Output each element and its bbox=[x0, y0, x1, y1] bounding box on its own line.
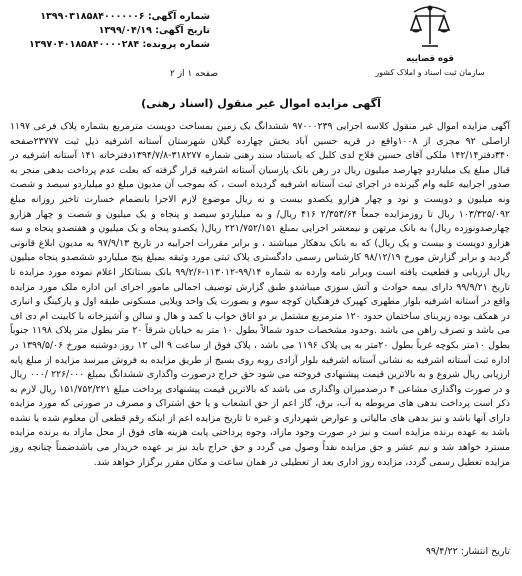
notice-title: آگهی مزایده اموال غیر منقول (اسناد رهنی) bbox=[141, 97, 381, 110]
scales-of-justice-icon bbox=[408, 4, 452, 52]
notice-meta bbox=[10, 10, 210, 52]
notice-date: تاریخ آگهی: ۱۳۹۹/۰۴/۱۹ bbox=[98, 25, 210, 36]
page-number: صفحه ۱ از ۲ bbox=[170, 69, 218, 79]
org-name-judiciary: قوه قضاییه bbox=[406, 54, 454, 64]
publish-date: تاریخ انتشار: ۹۹/۴/۲۲ bbox=[425, 546, 510, 557]
notice-body bbox=[10, 120, 510, 470]
notice-body-text: آگهی مزایده اموال غیر منقول کلاسه اجرایی ۹۷۰۰۰۲۳۹ ششدانگ یک زمین بمساحت دویست مترمربع بشماره پلاک فرعی ۱۱۹۷ ازاصلی ۹۲ مجزی از ۱۰۰۸واقع در قریه حسین آباد بخش چهارده گیلان شهرستان آستانه اشرفیه ذیل ثبت ۲۳۷۷۷صفحه ۳۴۰دفتر۱۴۲/۱۴ ملکی آقای حسین فلاح لدی کلبل که باستناد سند رهنی شماره ۳۱۸۲۷۷-۱۳۹۴/۷/۸دفترخانه ۱۴۱ آستانه اشرفیه در قبال مبلغ یک میلیاردو چهارصد میلیون ریال در رهن بانک پارسیان آستانه اشرفیه قرار گرفته که بعلت عدم پرداخت بدهی منجر به صدور اجراییه علیه وام گیرنده در اجرای ثبت آستانه اشرفیه گردیده است ، که بموجب آن مدیون مبلغ دو میلیاردو سیصد و شصت ونه میلیون و دویست و نود و چهار هزارو یکصدو بیست و نه ریال موضوع لازم الاجرا بانضمام خسارت تاخیر روزانه مبلغ ۱۰۳/۳۲۵/۰۹۲ ریال تا روزمزایده جمعاً ۲/۳۵۳/۶۴ ۴۱۶ ریال/ و به میلیاردو سیصد و پنجاه و یک میلیون و شصت و چهار هزارو چهارصدونوزده ریال) به بانک مرتهن و نیمعشر اجرایی بمبلغ ۲۲۱/۷۵۲/۱۵۱ ریال( یکصدو پنجاه و یک میلیون و هفتصدو پنجاه و سه هزارو دویست و بیست و یک ریال) که به بانک بدهکار میباشند ، و برابر مقررات اجراییه در تاریخ ۹۷/۹/۱۳ به مدیون ابلاغ قانونی گردید و برابر گزارش مورخ ۹۸/۱۲/۱۹ کارشناس رسمی دادگستری پلاک ثبتی مورد وثیقه بمبلغ پنج میلیاردو ششصدو پنجاه میلیون ریال ارزیابی و قطعیت یافته است وبرابر نامه وارده به شماره ۹۹/۱۴-۱۱۳۰۱۲-۹۹/۲/۶ بانک بستانکار اعلام نموده مورد مزایده تا تاریخ ۹۹/۹/۲۱ دارای بیمه حوادث و آتش سوزی میباشدو طبق گزارش توصیف اجمالی مامور اجرای این اداره ملک مورد مزایده واقع در آستانه اشرفیه بلوار مطهری کهپرک فرهنگیان کوچه سوم و بصورت یک واحد ویلایی مسکونی طبقه اول و پارکینگ و انباری در همکف بوده زیربنای ساختمان حدود ۱۲۰ مترمربع مشتمل بر دو اتاق خواب با کمد و هال و سالن و آشپزخانه با کابینت ام دی اف می باشد و تصرف راهن می باشد .وحدود مشخصات حدود شمالاً بطول ۱۰ متر به خیابان شرقاً ۲۰ متر بطول متر پلاک ۱۱۹۸ جنوباً بطول ۱۰متر بکوچه غرباً بطول ۲۰متر به پی پلاک ۱۱۹۶ می باشد ، پلاک فوق از ساعت ۹ الی ۱۲ روز دوشنبه مورخ ۱۳۹۹/۵/۰۶ در اداره ثبت آستانه اشرفیه به نشانی آستانه اشرفیه بلوار آزادی روبه روی بسیج از طریق مزایده به فروش میرسد مزایده از مبلغ پایه ارزیابی ریال شروع و به بالاترین قیمت پیشنهادی فروخته می شود حق حراج درصورت واگذاری ششدانگ بمبلغ ۲۲۶/۰۰۰ /۰۰۰ ریال و در صورت واگذاری مشاعی ۴ درصدمیزان واگذاری می باشد که بالاترین قیمت پیشنهادی پرداخت مبلغ ۱۵۱/۷۵۲/۲۲۱ ریال لازم به ذکر است پرداخت بدهی های مربوطه به آب، برق، گاز اعم از حق انشعاب و یا حق اشتراک و مصرف در صورتی که مورد مزایده دارای آنها باشد و نیز بدهی های مالیاتی و عوارض شهرداری و غیره تا تاریخ مزایده اعم از اینکه رقم قطعی آن معلوم شده یا نشده باشد به عهده برنده مزایده است و نیز در صورت وجود مازاد، وجوه پرداختی پابت هزینه های فوق از محل مازاد به برنده مزایده مسترد خواهد شد و نیم عشر و حق مزایده نقداً وصول می گردد و حق حراج باید نیز بر عهده خریدار می باشدضمناً چنانچه روز مزایده تعطیل رسمی گردد، مزایده روز اداری بعد از تعطیلی در همان ساعت و مکان مقرر برگزار خواهد شد. bbox=[10, 121, 511, 468]
judiciary-emblem bbox=[360, 4, 500, 89]
notice-number: شماره آگهی: ۱۳۹۹۰۳۱۸۵۸۴۰۰۰۰۰۰۶ bbox=[40, 11, 210, 22]
file-number: شماره پرونده: ۱۳۹۷۰۴۰۱۸۵۸۴۰۰۰۰۲۸۴ bbox=[29, 39, 210, 50]
org-name-registry: سازمان ثبت اسناد و املاک کشور bbox=[375, 68, 485, 77]
